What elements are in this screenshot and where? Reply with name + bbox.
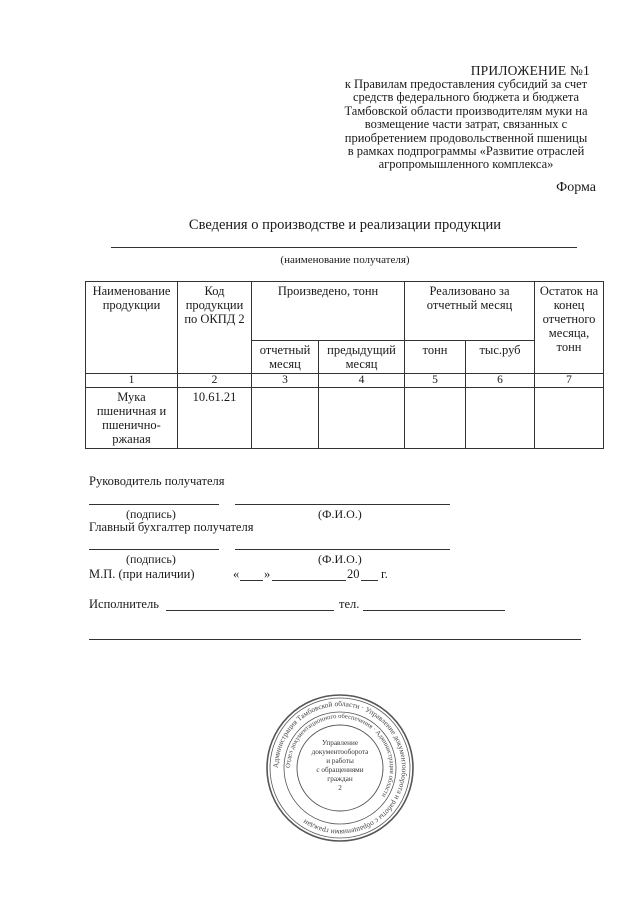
executor-line[interactable] xyxy=(166,610,334,611)
appendix-line: средств федерального бюджета и бюджета xyxy=(352,90,580,105)
stamp-center-line: и работы xyxy=(326,757,354,765)
document-title: Сведения о производстве и реализации продукции xyxy=(188,217,502,233)
phone-line[interactable] xyxy=(363,610,505,611)
date-day-line[interactable] xyxy=(240,580,263,581)
column-number: 4 xyxy=(319,374,405,388)
header-reporting-month: отчетный месяц xyxy=(252,341,319,374)
table-row xyxy=(86,388,604,449)
cell-previous-month[interactable] xyxy=(319,388,405,449)
appendix-line: возмещение части затрат, связанных с xyxy=(364,117,568,132)
cell-product-name: Мука пшеничная и пшенично-ржаная xyxy=(86,388,178,449)
date-month-line[interactable] xyxy=(272,580,346,581)
date-suffix: г. xyxy=(381,567,388,581)
seal-label: М.П. (при наличии) xyxy=(89,567,195,581)
cell-remainder[interactable] xyxy=(535,388,604,449)
header-thousand-rub: тыс.руб xyxy=(466,341,535,374)
appendix-title: ПРИЛОЖЕНИЕ №1 xyxy=(470,63,590,78)
appendix-line: приобретением продовольственной пшеницы xyxy=(344,130,588,145)
date-year-prefix: 20 xyxy=(347,567,360,581)
date-close-quote: » xyxy=(264,567,271,581)
header-remainder: Остаток на конец отчетного месяца, тонн xyxy=(535,282,604,374)
accountant-signature-line[interactable] xyxy=(89,549,219,550)
recipient-name-line[interactable] xyxy=(111,247,577,248)
column-number: 1 xyxy=(86,374,178,388)
stamp-outer-text: Администрация Тамбовской области · Управление документооборота и работы с обращениями граждан xyxy=(270,698,410,838)
stamp xyxy=(264,692,416,844)
date-year-line[interactable] xyxy=(361,580,378,581)
head-label: Руководитель получателя xyxy=(89,474,225,488)
appendix-line: к Правилам предоставления субсидий за счет xyxy=(344,77,588,91)
accountant-fio-caption: (Ф.И.О.) xyxy=(318,552,362,566)
cell-sold-tons[interactable] xyxy=(405,388,466,449)
accountant-signature-caption: (подпись) xyxy=(126,552,176,566)
accountant-label: Главный бухгалтер получателя xyxy=(89,520,254,534)
accountant-fio-line[interactable] xyxy=(235,549,450,550)
header-product-name: Наименование продукции xyxy=(86,282,178,374)
stamp-center-line: граждан xyxy=(327,775,353,783)
cell-sold-thousand-rub[interactable] xyxy=(466,388,535,449)
stamp-graphic xyxy=(264,692,416,844)
stamp-inner-text: Отдел документационного обеспечения · Администрация области xyxy=(284,712,396,799)
stamp-center-line: с обращениями xyxy=(316,766,364,774)
appendix-line: агропромышленного комплекса» xyxy=(378,157,554,172)
column-number: 3 xyxy=(252,374,319,388)
production-table xyxy=(85,281,604,449)
column-number: 5 xyxy=(405,374,466,388)
head-fio-line[interactable] xyxy=(235,504,450,505)
appendix-description xyxy=(335,78,597,172)
header-product-code: Код продукции по ОКПД 2 xyxy=(178,282,252,374)
column-number-row xyxy=(86,374,604,388)
column-number: 6 xyxy=(466,374,535,388)
bottom-rule xyxy=(89,639,581,640)
phone-label: тел. xyxy=(339,597,360,611)
table-header-row xyxy=(86,282,604,341)
appendix-line: Тамбовской области производителям муки на xyxy=(344,103,588,118)
header-produced: Произведено, тонн xyxy=(252,282,405,341)
header-tons: тонн xyxy=(405,341,466,374)
executor-label: Исполнитель xyxy=(89,597,159,611)
head-fio-caption: (Ф.И.О.) xyxy=(318,507,362,521)
date-open-quote: « xyxy=(233,567,240,581)
stamp-center-line: 2 xyxy=(338,784,342,792)
head-signature-caption: (подпись) xyxy=(126,507,176,521)
appendix-line: в рамках подпрограммы «Развитие отраслей xyxy=(347,144,585,159)
head-signature-line[interactable] xyxy=(89,504,219,505)
stamp-center-line: Управление xyxy=(321,739,359,747)
header-sold: Реализовано за отчетный месяц xyxy=(405,282,535,341)
cell-reporting-month[interactable] xyxy=(252,388,319,449)
column-number: 7 xyxy=(535,374,604,388)
cell-product-code: 10.61.21 xyxy=(178,388,252,449)
header-previous-month: предыдущий месяц xyxy=(319,341,405,374)
form-label: Форма xyxy=(556,180,596,195)
column-number: 2 xyxy=(178,374,252,388)
recipient-caption: (наименование получателя) xyxy=(280,254,410,266)
stamp-center-line: документооборота xyxy=(311,748,369,756)
